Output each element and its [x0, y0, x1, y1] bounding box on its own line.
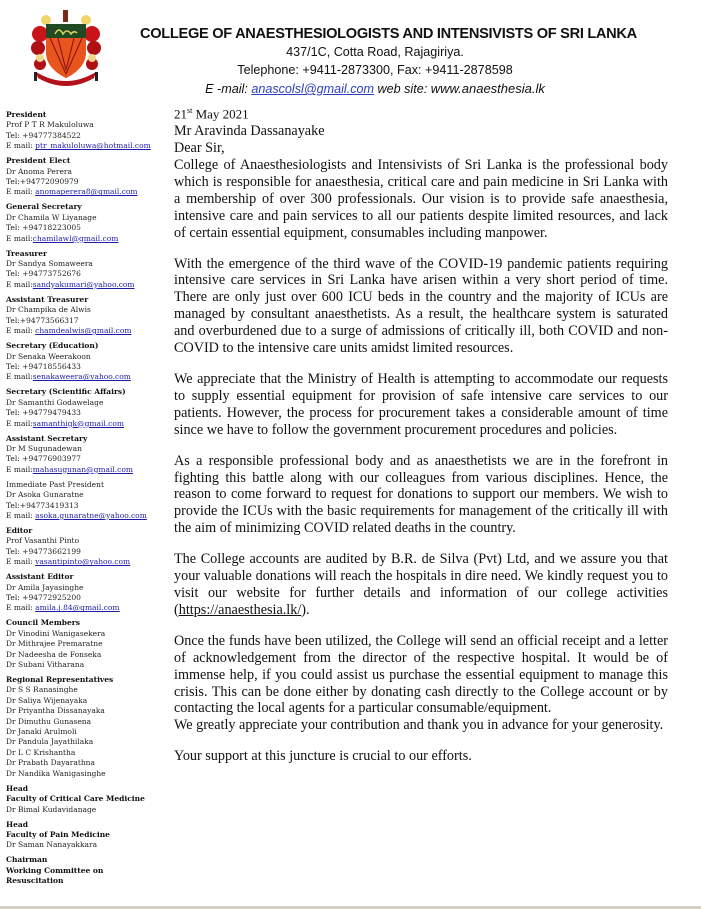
office-bearer-group — [6, 110, 164, 152]
contact-line — [140, 81, 610, 97]
email-label: E mail: — [6, 418, 33, 428]
email-label: E mail: — [6, 187, 36, 197]
role-title: Assistant Editor — [6, 572, 74, 582]
member-name: Dr Amila Jayasinghe — [6, 582, 84, 592]
member-name: Dr Champika de Alwis — [6, 305, 91, 315]
organization-name: COLLEGE OF ANAESTHESIOLOGISTS AND INTENSIVISTS OF SRI LANKA — [140, 26, 637, 42]
member-name: Dr Nadeesha de Fonseka — [6, 649, 102, 659]
role-title: Editor — [6, 525, 33, 535]
role-title: Treasurer — [6, 248, 47, 258]
role-title: Assistant Treasurer — [6, 294, 89, 304]
faculty-title: Faculty of Critical Care Medicine — [6, 794, 145, 804]
date-suffix: st — [187, 106, 193, 115]
faculty-head-group — [6, 784, 164, 815]
member-tel: Tel: +94773662199 — [6, 546, 81, 556]
member-name: Dr M Sugunadewan — [6, 443, 82, 453]
member-tel: Tel: +94776903977 — [6, 454, 81, 464]
office-bearer-group — [6, 295, 164, 337]
email-label: E mail: — [6, 603, 36, 613]
member-email-link[interactable]: sandyakumari@yahoo.com — [32, 279, 135, 289]
audit-text: The College accounts are audited by B.R. de Silva (Pvt) Ltd, and we assure you that your valuable donations will reach the hospitals in dire need. We kindly request you to visit our website for further details and information of our college activities ( — [174, 551, 668, 618]
role-title: Secretary (Scientific Affairs) — [6, 387, 126, 397]
member-email-link[interactable]: amila.j.84@gmail.com — [35, 603, 120, 613]
member-name: Dr Pandula Jayathilaka — [6, 737, 94, 747]
member-name: Dr Priyantha Dissanayaka — [6, 706, 105, 716]
member-name: Dr Prabath Dayarathna — [6, 758, 95, 768]
paragraph-audit — [174, 551, 668, 619]
role-title: Head — [6, 783, 28, 793]
member-name: Dr Subani Vitharana — [6, 660, 85, 670]
office-bearer-group — [6, 526, 164, 568]
role-title: Assistant Secretary — [6, 433, 88, 443]
member-tel: Tel:+94772090979 — [6, 177, 79, 187]
salutation: Dear Sir, — [174, 140, 225, 157]
member-email-link[interactable]: asoka.gunaratne@yahoo.com — [35, 510, 147, 520]
member-email-link[interactable]: vasantipinto@yahoo.com — [35, 557, 131, 567]
member-email-link[interactable]: anomaperera8@gmail.com — [35, 187, 138, 197]
member-tel: Tel: +94718556433 — [6, 361, 81, 371]
paragraph-covid-wave: With the emergence of the third wave of the COVID-19 pandemic patients requiring intensive care services in Sri Lanka have arisen within a very short period of time. There are only just over 600 ICU beds in the country and the majority of ICUs are managed by consultant anaesthetists. As a result, the healthcare system is saturated and overburdened due to a surge of admissions of critically ill, both COVID and non-COVID to the intensive care units amidst limited resources. — [174, 255, 668, 357]
audit-close: ). — [301, 601, 310, 618]
paragraph-ministry: We appreciate that the Ministry of Health is attempting to accommodate our requests to supply essential equipment for provision of safe intensive care services to our patients. However, the process for procurement takes a considerable amount of time since we have to follow the government procurement procedures and policies. — [174, 371, 668, 438]
member-name: Dr Senaka Weerakoon — [6, 351, 91, 361]
member-name: Dr Nandika Wanigasinghe — [6, 768, 106, 778]
regional-representatives-group — [6, 675, 164, 779]
member-name: Dr Chamila W Liyanage — [6, 212, 97, 222]
member-tel: Tel: +94772925200 — [6, 593, 81, 602]
member-tel: Tel: +94718223005 — [6, 223, 81, 233]
member-email-link[interactable]: ptr_makuloluwa@hotmail.com — [35, 141, 151, 151]
email-link[interactable]: anascolsl@gmail.com — [251, 82, 374, 96]
office-bearer-group — [6, 572, 164, 614]
member-tel: Tel: +94773752676 — [6, 269, 81, 279]
role-title: Chairman — [6, 855, 48, 865]
role-title: General Secretary — [6, 202, 82, 212]
member-name: Prof P T R Makuloluwa — [6, 120, 94, 130]
role-title: Council Members — [6, 618, 80, 628]
role-title: President — [6, 110, 47, 119]
member-name: Dr Anoma Perera — [6, 166, 72, 176]
member-tel: Tel:+94773566317 — [6, 315, 79, 325]
letter-date — [174, 103, 668, 123]
member-name: Dr Vinodini Wanigasekera — [6, 628, 106, 638]
office-bearer-group — [6, 156, 164, 198]
office-bearer-group — [6, 387, 164, 429]
paragraph-thanks: We greatly appreciate your contribution and thank you in advance for your generosity. — [174, 717, 664, 734]
email-label: E mail: — [6, 279, 33, 289]
office-bearer-group — [6, 434, 164, 476]
role-title: Regional Representatives — [6, 675, 114, 685]
member-tel: Tel: +94777384522 — [6, 130, 81, 140]
website-link[interactable]: https://anaesthesia.lk/ — [178, 601, 302, 618]
office-bearer-group — [6, 249, 164, 291]
member-name: Dr S S Ranasinghe — [6, 685, 78, 695]
college-crest-icon — [28, 8, 104, 86]
recipient: Mr Aravinda Dassanayake — [174, 123, 325, 140]
member-name: Dr Bimal Kudavidanage — [6, 804, 97, 814]
council-members-group — [6, 618, 164, 670]
role-title: Secretary (Education) — [6, 341, 99, 351]
role-title: Immediate Past President — [6, 479, 104, 489]
faculty-head-group — [6, 820, 164, 851]
member-name: Dr Asoka Gunaratne — [6, 490, 84, 500]
member-name: Dr Samanthi Godawelage — [6, 397, 104, 407]
committee-title: Resuscitation — [6, 876, 64, 886]
email-label: E mail: — [6, 557, 36, 567]
member-name: Prof Vasanthi Pinto — [6, 536, 80, 546]
member-email-link[interactable]: chamilawl@gmail.com — [32, 233, 119, 243]
email-label: E mail: — [6, 141, 36, 151]
member-name: Dr Dimuthu Gunasena — [6, 716, 92, 726]
email-label: E mail: — [6, 510, 36, 520]
member-name: Dr Mithrajee Premaratne — [6, 639, 103, 649]
email-label: E mail: — [6, 233, 33, 243]
member-name: Dr Saman Nanayakkara — [6, 840, 98, 850]
letterhead — [140, 26, 637, 97]
member-email-link[interactable]: samanthigk@gmail.com — [32, 418, 124, 428]
member-name: Dr Sandya Somaweera — [6, 259, 93, 269]
telephone-fax: Telephone: +9411-2873300, Fax: +9411-2878598 — [237, 63, 513, 77]
office-bearer-group — [6, 341, 164, 383]
member-name: Dr Janaki Arulmoli — [6, 727, 77, 737]
letter-body — [174, 103, 668, 765]
member-name: Dr Saliya Wijenayaka — [6, 695, 88, 705]
faculty-title: Faculty of Pain Medicine — [6, 829, 110, 839]
date-day: 21 — [174, 106, 187, 122]
email-label: E -mail: — [205, 82, 252, 96]
office-bearer-group — [6, 202, 164, 244]
date-month-year: May 2021 — [192, 106, 249, 122]
office-bearers-sidebar — [6, 110, 164, 891]
member-email-link[interactable]: mahasugunan@gmail.com — [32, 464, 134, 474]
member-tel: Tel:+94773419313 — [6, 500, 79, 510]
address: 437/1C, Cotta Road, Rajagiriya. — [286, 45, 464, 59]
paragraph-funds: Once the funds have been utilized, the College will send an official receipt and a letter of acknowledgement from the director of the respective hospital. It would be of immense help, if you could assist us purchase the essential equipment to manage this crisis. This can be done either by donating cash directly to the College account or by contacting the local agents for a particular consumable/equipment. — [174, 632, 668, 717]
committee-chair-group — [6, 855, 164, 886]
member-tel: Tel: +94779479433 — [6, 408, 81, 418]
member-email-link[interactable]: senakaweera@yahoo.com — [32, 372, 131, 382]
email-label: E mail: — [6, 372, 33, 382]
website-text: www.anaesthesia.lk — [430, 81, 545, 96]
role-title: President Elect — [6, 156, 71, 166]
email-label: E mail: — [6, 326, 36, 336]
website-label: web site: — [374, 82, 431, 96]
committee-title: Working Committee on — [6, 865, 104, 875]
member-name: Dr L C Krishantha — [6, 747, 76, 757]
email-label: E mail: — [6, 464, 33, 474]
role-title: Head — [6, 819, 28, 829]
paragraph-intro: College of Anaesthesiologists and Intensivists of Sri Lanka is the professional body which is responsible for anaesthesia, critical care and pain medicine in Sri Lanka with a membership of over 300 professionals. Our vision is to provide safe anaesthesia, intensive care and pain services to all our patients despite limited resources, and lack of certain essential equipment, consumables including manpower. — [174, 157, 668, 241]
closing-line: Your support at this juncture is crucial to our efforts. — [174, 748, 472, 765]
office-bearer-group — [6, 480, 164, 522]
paragraph-donation-request: As a responsible professional body and as anaesthetists we are in the forefront in fighting this battle along with our colleagues from various disciplines. Hence, the reason to come forward to request for donations to support our members. We wish to provide the ICUs with the basic requirements for management of the critically ill with the aim of minimizing COVID related deaths in the country. — [174, 452, 668, 537]
member-email-link[interactable]: chamdealwis@gmail.com — [35, 326, 132, 336]
